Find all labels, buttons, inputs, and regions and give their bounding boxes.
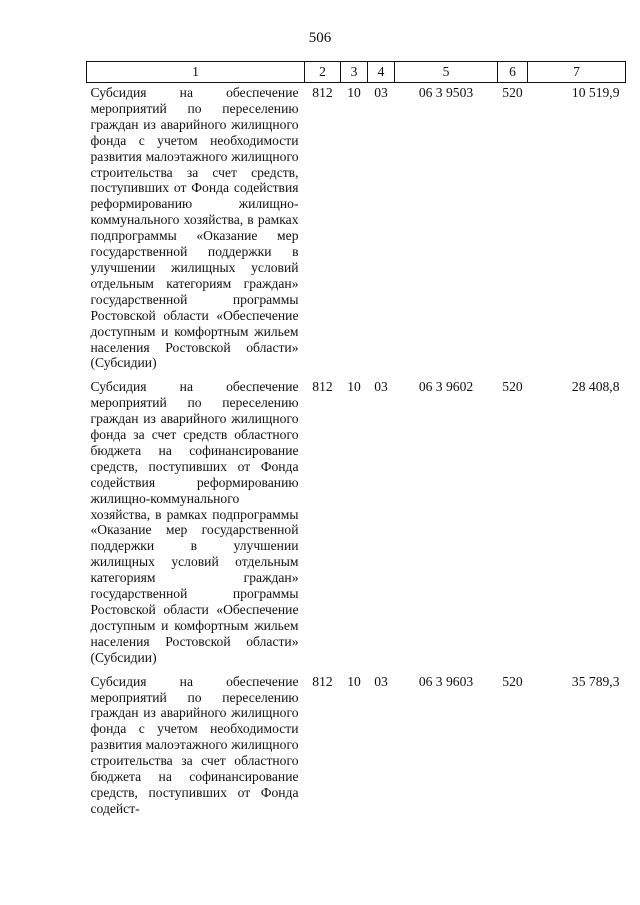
row-target-article: 06 3 9503 (418, 85, 474, 100)
row-code-812: 812 (312, 85, 333, 100)
header-col-2: 2 (305, 62, 341, 83)
row-expense-type: 520 (502, 379, 523, 395)
budget-table (86, 61, 626, 823)
table-row (87, 83, 626, 378)
row-subsection: 03 (374, 379, 388, 395)
table-header (87, 62, 626, 83)
row-section: 10 (347, 379, 361, 395)
row-target-article: 06 3 9602 (418, 379, 474, 395)
row-subsection: 03 (374, 673, 388, 689)
row-section: 10 (347, 85, 361, 100)
row-amount: 28 408,8 (571, 379, 620, 395)
row-target-article: 06 3 9603 (418, 673, 474, 689)
row-expense-type: 520 (502, 673, 523, 689)
row-expense-type: 520 (502, 85, 523, 100)
row-code-812: 812 (312, 673, 333, 689)
row-description: Субсидия на обеспечение мероприятий по переселению граждан из аварийного жилищного фонда с учетом необходимости развития малоэтажного жилищного строительства за счет областного бюджета на софинансирование средств, поступивших от Фонда содейст- (90, 673, 299, 816)
row-amount: 10 519,9 (571, 85, 620, 100)
header-col-4: 4 (368, 62, 395, 83)
row-section: 10 (347, 673, 361, 689)
header-col-5: 5 (395, 62, 498, 83)
page-number: 506 (308, 30, 332, 46)
header-row (87, 62, 626, 83)
table-row (87, 672, 626, 823)
row-amount: 35 789,3 (571, 673, 620, 689)
header-col-6: 6 (498, 62, 528, 83)
table-body (87, 83, 626, 823)
row-description: Субсидия на обеспечение мероприятий по переселению граждан из аварийного жилищного фонда с учетом необходимости развития малоэтажного жилищного строительства за счет средств, поступивших от Фонда содействия реформированию жилищно-коммунального хозяйства, в рамках подпрограммы «Оказание мер государственной поддержки в улучшении жилищных условий отдельным категориям граждан» государственной программы Ростовской области «Обеспечение доступным и комфортным жильем населения Ростовской области» (Субсидии) (90, 85, 299, 371)
row-subsection: 03 (374, 85, 388, 100)
row-code-812: 812 (312, 379, 333, 395)
header-col-1: 1 (87, 62, 305, 83)
row-description: Субсидия на обеспечение мероприятий по переселению граждан из аварийного жилищного фонда за счет средств областного бюджета на софинансирование средств, поступивших от Фонда содействия реформированию жилищно-коммунального хозяйства, в рамках подпрограммы «Оказание мер государственной поддержки в улучшении жилищных условий отдельным категориям граждан» государственной программы Ростовской области «Обеспечение доступным и комфортным жильем населения Ростовской области» (Субсидии) (90, 379, 299, 665)
table-row (87, 377, 626, 671)
header-col-3: 3 (341, 62, 368, 83)
header-col-7: 7 (528, 62, 626, 83)
